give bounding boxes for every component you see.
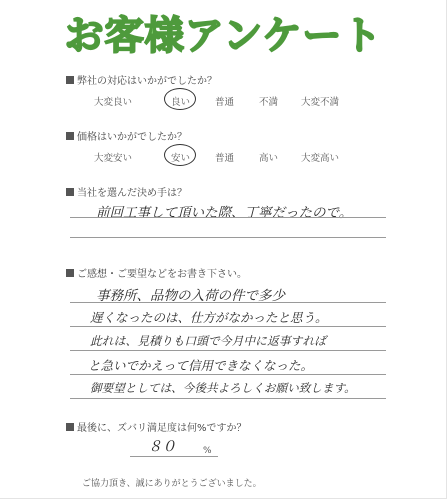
question-reason [66, 184, 187, 199]
handwritten-reason-line-1: 前回工事して頂いた際、丁寧だったので。 [96, 205, 353, 221]
handwritten-satisfaction-value: ８０ [148, 439, 176, 455]
writing-line [70, 302, 386, 303]
selected-circle-price [164, 144, 196, 166]
satisfaction-line [130, 456, 218, 457]
percent-unit: % [203, 446, 212, 456]
question-service-label: 弊社の対応はいかがでしたか？ [77, 76, 217, 87]
bullet-square-icon [66, 188, 74, 196]
handwritten-comment-line-3: 此れは、見積りも口頭で今月中に返事すれば [90, 334, 326, 348]
question-comments [66, 265, 247, 280]
bullet-square-icon [66, 423, 74, 431]
page-title: お客様アンケート [64, 14, 383, 59]
option-service-3[interactable]: 普通 [215, 97, 235, 108]
writing-line [70, 237, 386, 238]
option-service-2[interactable]: 良い [171, 97, 191, 108]
writing-line [70, 350, 386, 351]
question-comments-label: ご感想・ご要望などをお書き下さい。 [77, 269, 247, 280]
selected-circle-service [164, 88, 196, 110]
option-price-5[interactable]: 大変高い [301, 153, 340, 164]
handwritten-comment-line-5: 御要望としては、今後共よろしくお願い致します。 [90, 381, 356, 395]
question-service [66, 72, 217, 87]
option-price-1[interactable]: 大変安い [94, 153, 133, 164]
writing-line [70, 217, 386, 218]
question-satisfaction-label: 最後に、ズバリ満足度は何%ですか？ [77, 423, 247, 434]
handwritten-comment-line-1: 事務所、品物の入荷の件で多少 [96, 288, 285, 304]
option-service-5[interactable]: 大変不満 [301, 97, 340, 108]
handwritten-comment-line-4: と急いでかえって信用できなくなった。 [88, 358, 314, 373]
option-service-1[interactable]: 大変良い [94, 97, 133, 108]
handwritten-comment-line-2: 遅くなったのは、仕方がなかったと思う。 [90, 310, 328, 325]
option-price-3[interactable]: 普通 [215, 153, 235, 164]
option-price-4[interactable]: 高い [259, 153, 279, 164]
question-price [66, 128, 187, 143]
bullet-square-icon [66, 132, 74, 140]
option-price-2[interactable]: 安い [171, 153, 191, 164]
question-reason-label: 当社を選んだ決め手は？ [77, 188, 187, 199]
writing-line [70, 374, 386, 375]
writing-line [70, 398, 386, 399]
question-price-label: 価格はいかがでしたか？ [77, 132, 187, 143]
question-satisfaction [66, 419, 247, 434]
footer-thanks: ご協力頂き、誠にありがとうございました。 [82, 479, 262, 489]
bullet-square-icon [66, 269, 74, 277]
option-service-4[interactable]: 不満 [259, 97, 279, 108]
writing-line [70, 326, 386, 327]
bullet-square-icon [66, 76, 74, 84]
